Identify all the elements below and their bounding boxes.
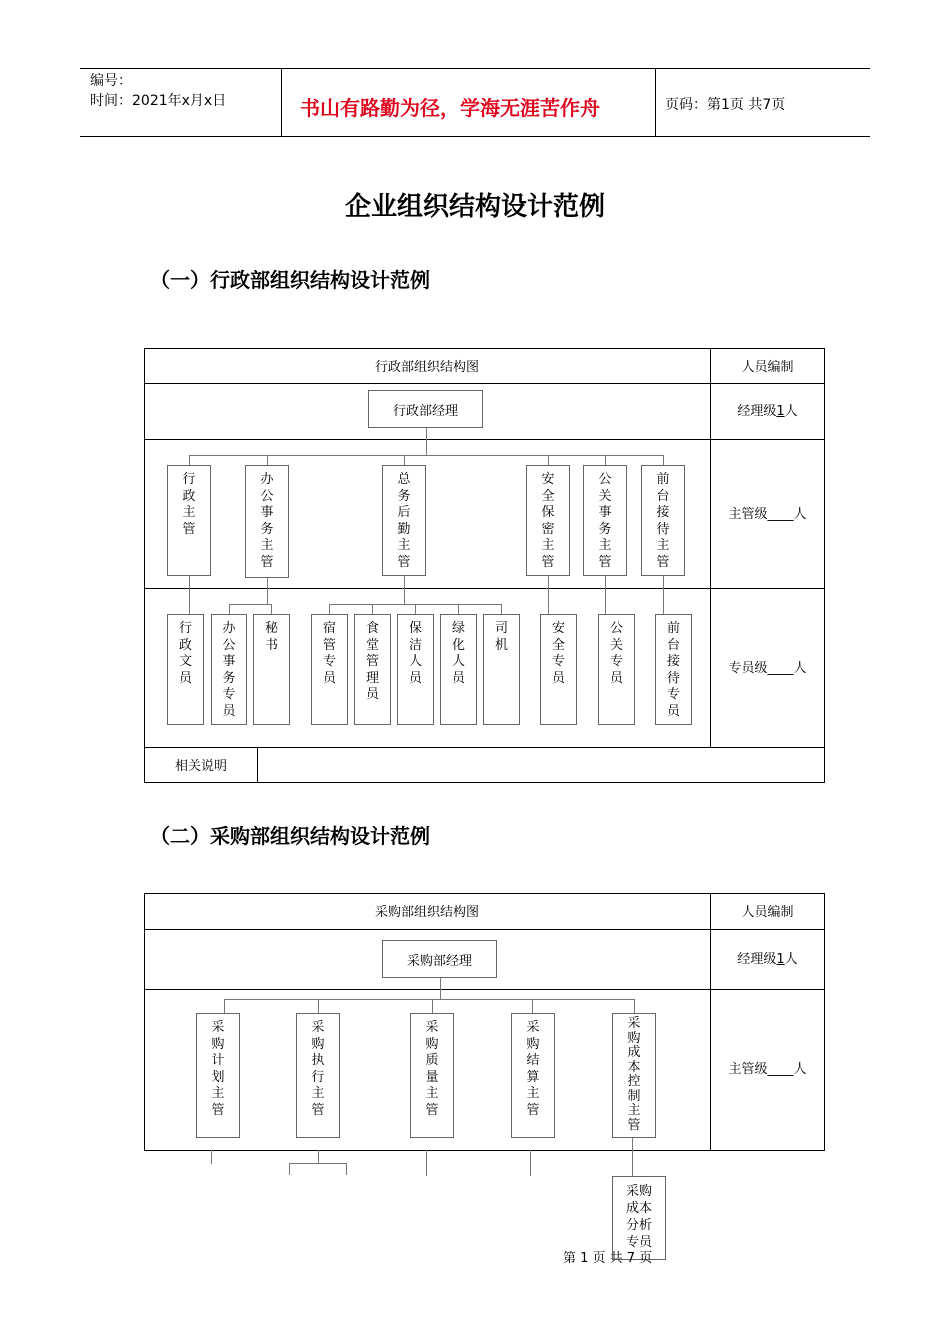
org-node-specialist: 公关专员 xyxy=(598,614,635,725)
org-node-specialist: 秘书 xyxy=(253,614,290,725)
section1-chart-title: 行政部组织结构图 xyxy=(374,360,479,375)
org-node-supervisor: 安全保密主管 xyxy=(526,465,570,576)
section1-title: （一）行政部组织结构设计范例 xyxy=(150,268,430,292)
section2-staffing-header: 人员编制 xyxy=(741,905,794,920)
org-node-specialist: 保洁人员 xyxy=(397,614,434,725)
org-node-supervisor: 办公事务主管 xyxy=(245,465,289,578)
org-node-purchasing-manager: 采购部经理 xyxy=(382,940,497,978)
header-motto: 书山有路勤为径，学海无涯苦作舟 xyxy=(300,96,600,120)
header-divider xyxy=(655,68,656,136)
org-node-supervisor: 总务后勤主管 xyxy=(382,465,426,576)
section1-specialist-level: 专员级____人 xyxy=(728,661,807,676)
org-node-supervisor: 采购计划主管 xyxy=(196,1013,240,1138)
org-node-specialist: 采购成本分析专员 xyxy=(612,1176,666,1260)
org-node-supervisor: 采购质量主管 xyxy=(410,1013,454,1138)
section2-title: （二）采购部组织结构设计范例 xyxy=(150,824,430,848)
org-node-supervisor: 采购成本控制主管 xyxy=(612,1013,656,1138)
org-node-admin-manager: 行政部经理 xyxy=(368,390,483,428)
org-node-specialist: 绿化人员 xyxy=(440,614,477,725)
header-code: 编号： xyxy=(90,73,132,89)
header-top-rule xyxy=(80,68,870,69)
org-node-supervisor: 前台接待主管 xyxy=(641,465,685,576)
section1-staffing-header: 人员编制 xyxy=(741,360,794,375)
org-node-specialist: 办公事务专员 xyxy=(211,614,247,725)
header-bottom-rule xyxy=(80,136,870,137)
section1-manager-level: 经理级1人 xyxy=(737,404,798,419)
org-node-supervisor: 采购执行主管 xyxy=(296,1013,340,1138)
document-title: 企业组织结构设计范例 xyxy=(344,192,605,222)
org-node-specialist: 食堂管理员 xyxy=(354,614,391,725)
org-node-specialist: 司机 xyxy=(483,614,520,725)
org-node-specialist: 行政文员 xyxy=(167,614,204,725)
org-node-specialist: 安全专员 xyxy=(540,614,577,725)
header-divider xyxy=(281,68,282,136)
section2-manager-level: 经理级1人 xyxy=(737,952,798,967)
section2-supervisor-level: 主管级____人 xyxy=(728,1062,807,1077)
org-node-specialist: 宿管专员 xyxy=(311,614,348,725)
section1-notes-label: 相关说明 xyxy=(174,759,227,774)
header-page-number: 页码：第1页 共7页 xyxy=(665,97,786,113)
org-node-specialist: 前台接待专员 xyxy=(655,614,692,725)
header-time: 时间：2021年x月x日 xyxy=(90,93,227,109)
org-node-supervisor: 行政主管 xyxy=(167,465,211,576)
org-node-supervisor: 公关事务主管 xyxy=(583,465,627,576)
section1-supervisor-level: 主管级____人 xyxy=(728,507,807,522)
page-footer: 第 1 页 共 7 页 xyxy=(563,1251,653,1266)
section2-chart-title: 采购部组织结构图 xyxy=(374,905,479,920)
org-node-supervisor: 采购结算主管 xyxy=(511,1013,555,1138)
